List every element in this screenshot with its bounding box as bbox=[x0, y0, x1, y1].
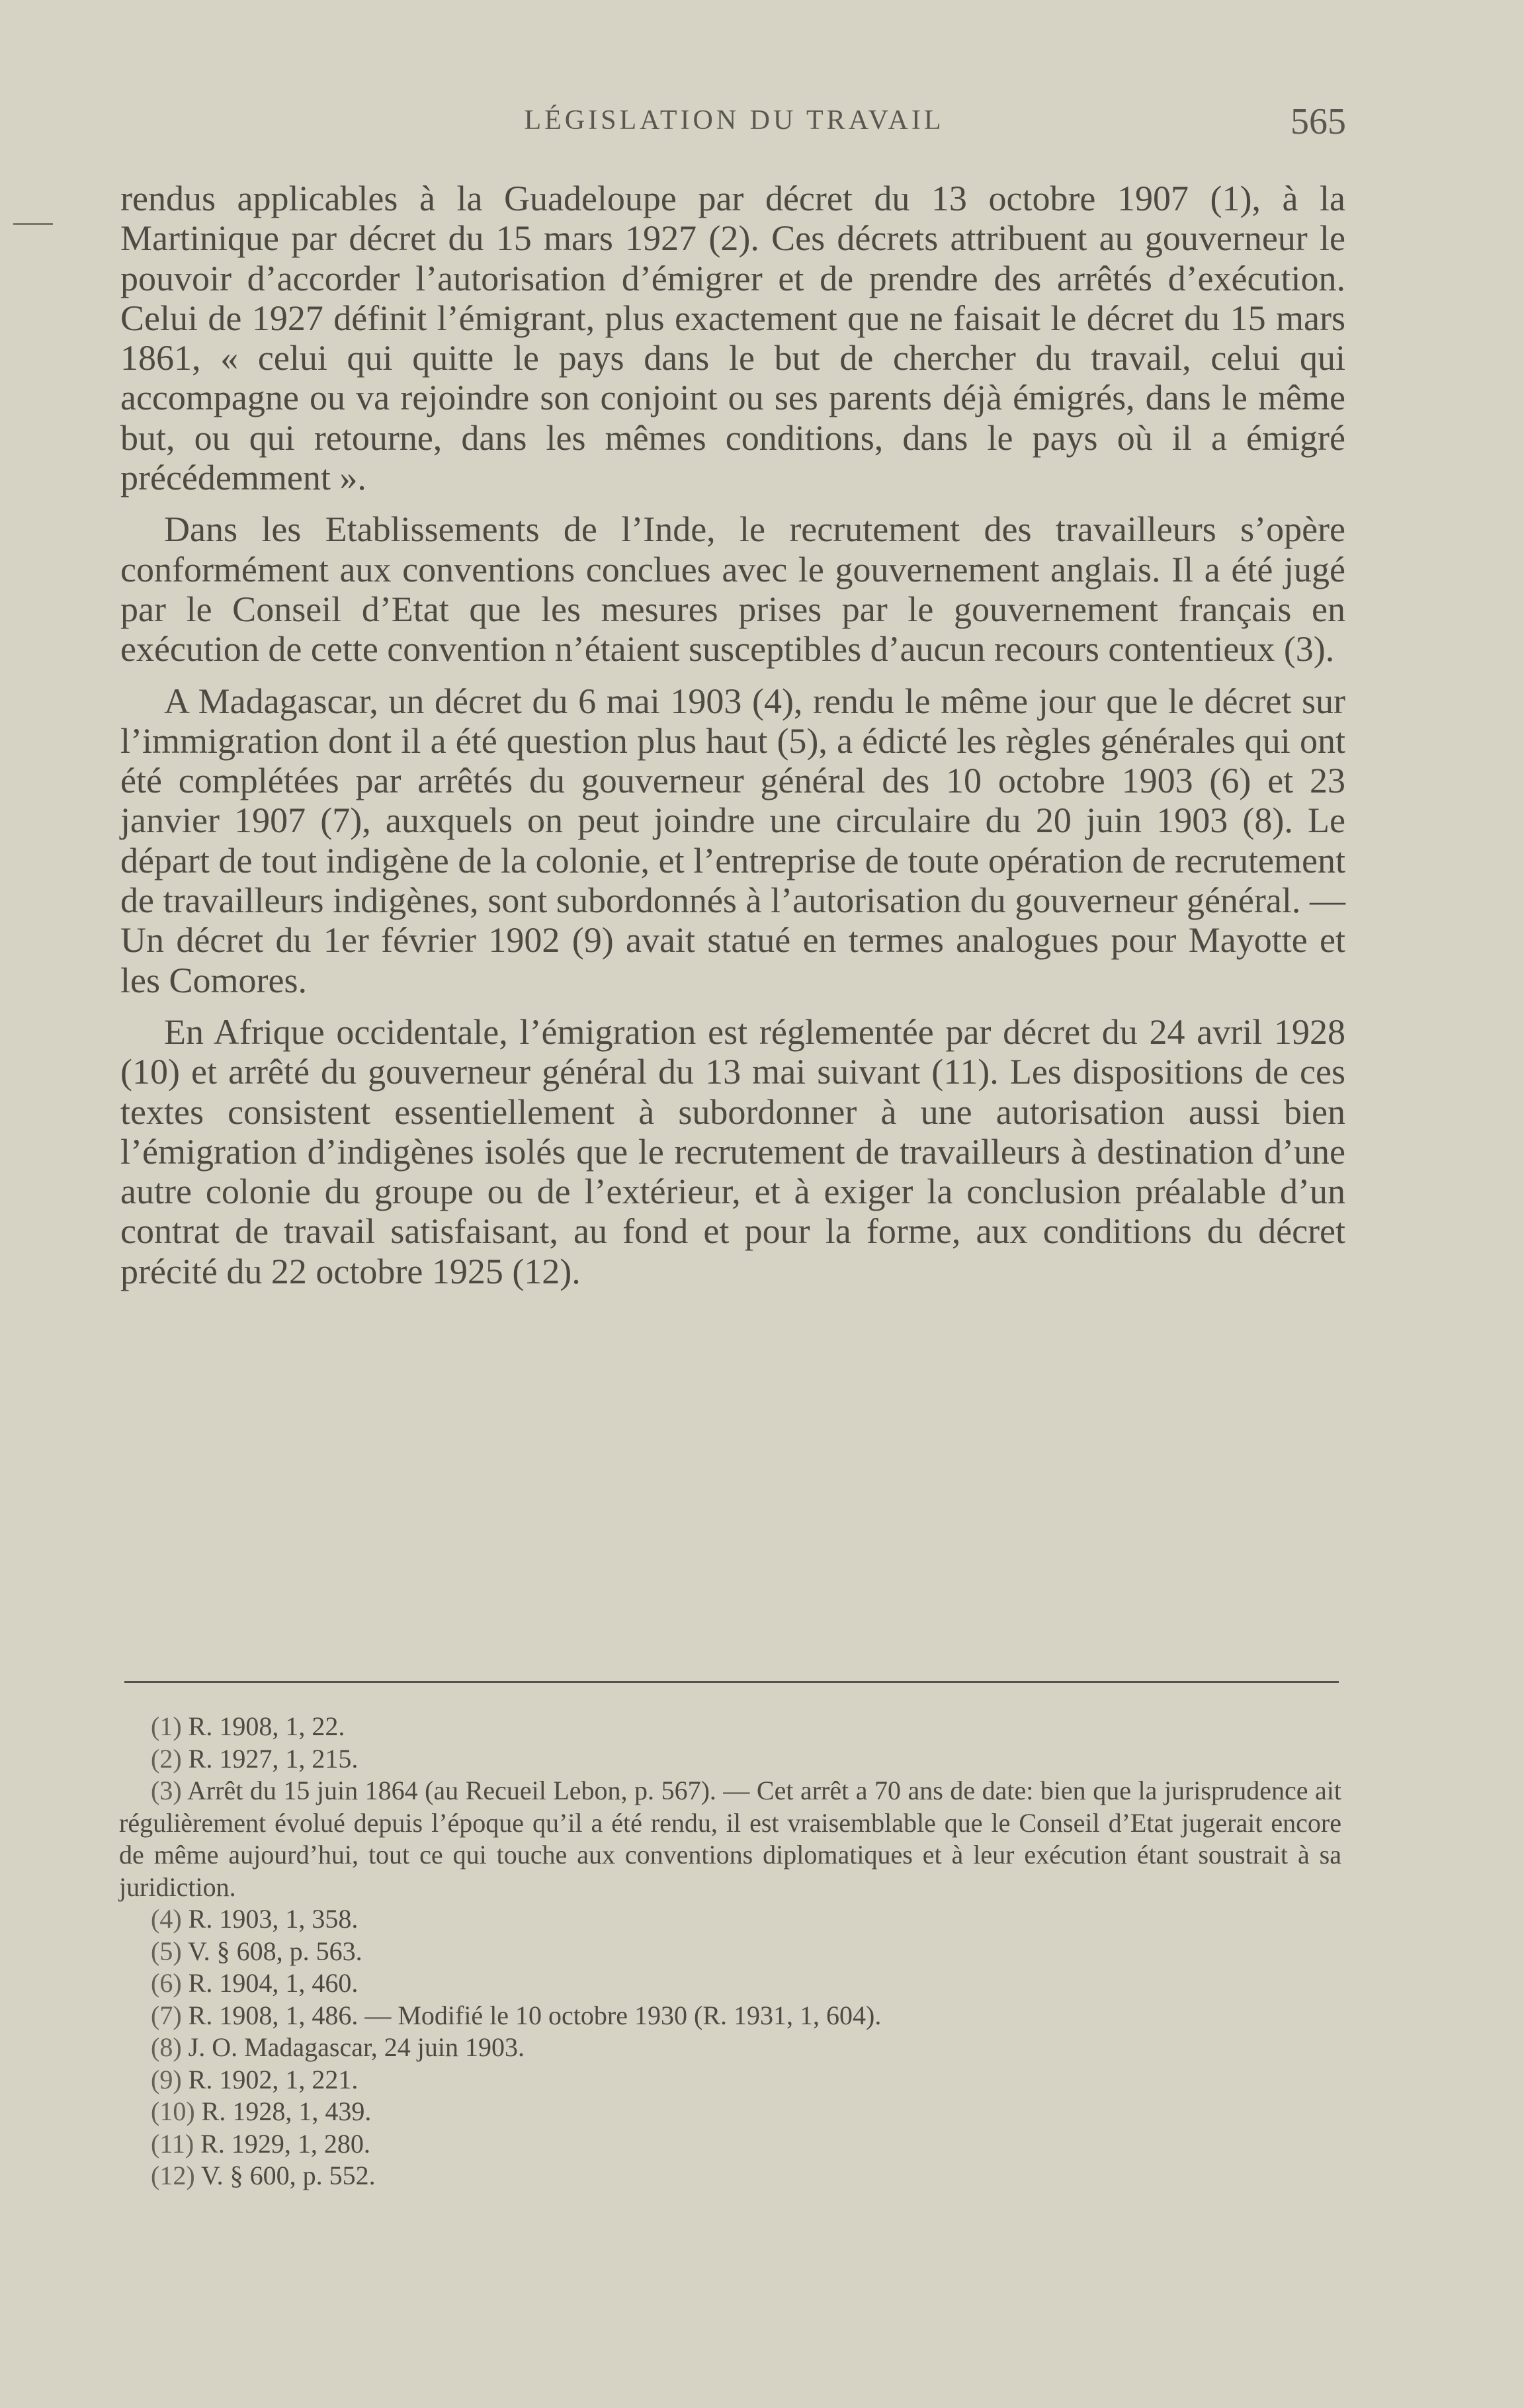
paragraph: A Madagascar, un décret du 6 mai 1903 (4), rendu le même jour que le décret sur l’immigration dont il a été question plus haut (5), a édicté les règles générales qui ont été complétées par arrêtés du gouverneur général des 10 octobre 1903 (6) et 23 janvier 1907 (7), auxquels on peut joindre une circulaire du 20 juin 1903 (8). Le départ de tout indigène de la colonie, et l’entreprise de toute opération de recrutement de travailleurs indigènes, sont subordonnés à l’autorisation du gouverneur général. — Un décret du 1er février 1902 (9) avait statué en termes analogues pour Mayotte et les Comores. bbox=[120, 681, 1345, 1000]
footnote bbox=[119, 1967, 1341, 2000]
footnote-text: R. 1928, 1, 439. bbox=[201, 2096, 372, 2126]
footnote-number: (4) bbox=[151, 1904, 182, 1934]
footnote-text: V. § 608, p. 563. bbox=[187, 1936, 362, 1966]
footnote-number: (3) bbox=[151, 1776, 182, 1805]
footnote-number: (12) bbox=[151, 2161, 195, 2190]
footnote-number: (2) bbox=[151, 1743, 182, 1774]
footnote-number: (9) bbox=[151, 2064, 182, 2094]
footnote-text: R. 1929, 1, 280. bbox=[200, 2128, 370, 2159]
footnote bbox=[119, 1775, 1341, 1903]
footnote-number: (1) bbox=[151, 1711, 182, 1741]
footnote-rule bbox=[124, 1681, 1339, 1683]
footnote bbox=[119, 2128, 1341, 2161]
footnote bbox=[119, 1743, 1341, 1776]
footnote bbox=[119, 2096, 1341, 2128]
footnotes bbox=[119, 1711, 1341, 2192]
footnote bbox=[119, 2160, 1341, 2192]
footnote-number: (8) bbox=[151, 2032, 182, 2062]
paragraph: Dans les Etablissements de l’Inde, le recrutement des travailleurs s’opère conformément aux conventions conclues avec le gouvernement anglais. Il a été jugé par le Conseil d’Etat que les mesures prises par le gouvernement français en exécution de cette convention n’étaient susceptibles d’aucun recours contentieux (3). bbox=[120, 509, 1345, 669]
footnote-text: Arrêt du 15 juin 1864 (au Recueil Lebon, p. 567). — Cet arrêt a 70 ans de date: bien que la jurisprudence ait régulièrement évolué depuis l’époque qu’il a été rendu, il est vraisemblable que le Conseil d’Etat jugerait encore de même aujourd’hui, tout ce qui touche aux conventions diplomatiques et à leur exécution étant soustrait à sa juridiction. bbox=[119, 1776, 1342, 1902]
footnote-number: (10) bbox=[151, 2096, 195, 2126]
paragraph: En Afrique occidentale, l’émigration est réglementée par décret du 24 avril 1928 (10) et arrêté du gouverneur général du 13 mai suivant (11). Les dispositions de ces textes consistent essentiellement à subordonner à une autorisation aussi bien l’émigration d’indigènes isolés que le recrutement de travailleurs à destination d’une autre colonie du groupe ou de l’extérieur, et à exiger la conclusion préalable d’un contrat de travail satisfaisant, au fond et pour la forme, aux conditions du décret précité du 22 octobre 1925 (12). bbox=[120, 1011, 1345, 1291]
running-title: LÉGISLATION DU TRAVAIL bbox=[524, 105, 945, 136]
footnote-text: R. 1904, 1, 460. bbox=[188, 1968, 359, 1998]
page-header bbox=[122, 101, 1346, 144]
footnote bbox=[119, 1711, 1341, 1743]
body-text bbox=[120, 179, 1345, 1303]
footnote bbox=[119, 1903, 1341, 1936]
footnote bbox=[119, 2032, 1341, 2064]
footnote-text: V. § 600, p. 552. bbox=[200, 2161, 376, 2190]
page-number: 565 bbox=[1291, 101, 1346, 142]
footnote-text: R. 1927, 1, 215. bbox=[188, 1743, 359, 1774]
footnote-text: J. O. Madagascar, 24 juin 1903. bbox=[188, 2032, 525, 2062]
footnote-text: R. 1903, 1, 358. bbox=[188, 1904, 359, 1934]
margin-mark bbox=[13, 223, 53, 225]
footnote-text: R. 1902, 1, 221. bbox=[188, 2064, 359, 2094]
footnote-text: R. 1908, 1, 22. bbox=[188, 1711, 345, 1741]
paragraph: rendus applicables à la Guadeloupe par décret du 13 octobre 1907 (1), à la Martinique par décret du 15 mars 1927 (2). Ces décrets attribuent au gouverneur le pouvoir d’accorder l’autorisation d’émigrer et de prendre des arrêtés d’exécution. Celui de 1927 définit l’émigrant, plus exactement que ne faisait le décret du 15 mars 1861, « celui qui quitte le pays dans le but de chercher du travail, celui qui accompagne ou va rejoindre son conjoint ou ses parents déjà émigrés, dans le même but, ou qui retourne, dans les mêmes conditions, dans le pays où il a émigré précédemment ». bbox=[120, 179, 1345, 498]
footnote bbox=[119, 2000, 1341, 2032]
footnote bbox=[119, 1936, 1341, 1968]
footnote-number: (5) bbox=[151, 1936, 182, 1966]
footnote-text: R. 1908, 1, 486. — Modifié le 10 octobre 1930 (R. 1931, 1, 604). bbox=[188, 2000, 882, 2030]
footnote-number: (7) bbox=[151, 2000, 182, 2030]
footnote bbox=[119, 2064, 1341, 2096]
footnote-number: (11) bbox=[151, 2128, 194, 2159]
footnote-number: (6) bbox=[151, 1968, 182, 1998]
